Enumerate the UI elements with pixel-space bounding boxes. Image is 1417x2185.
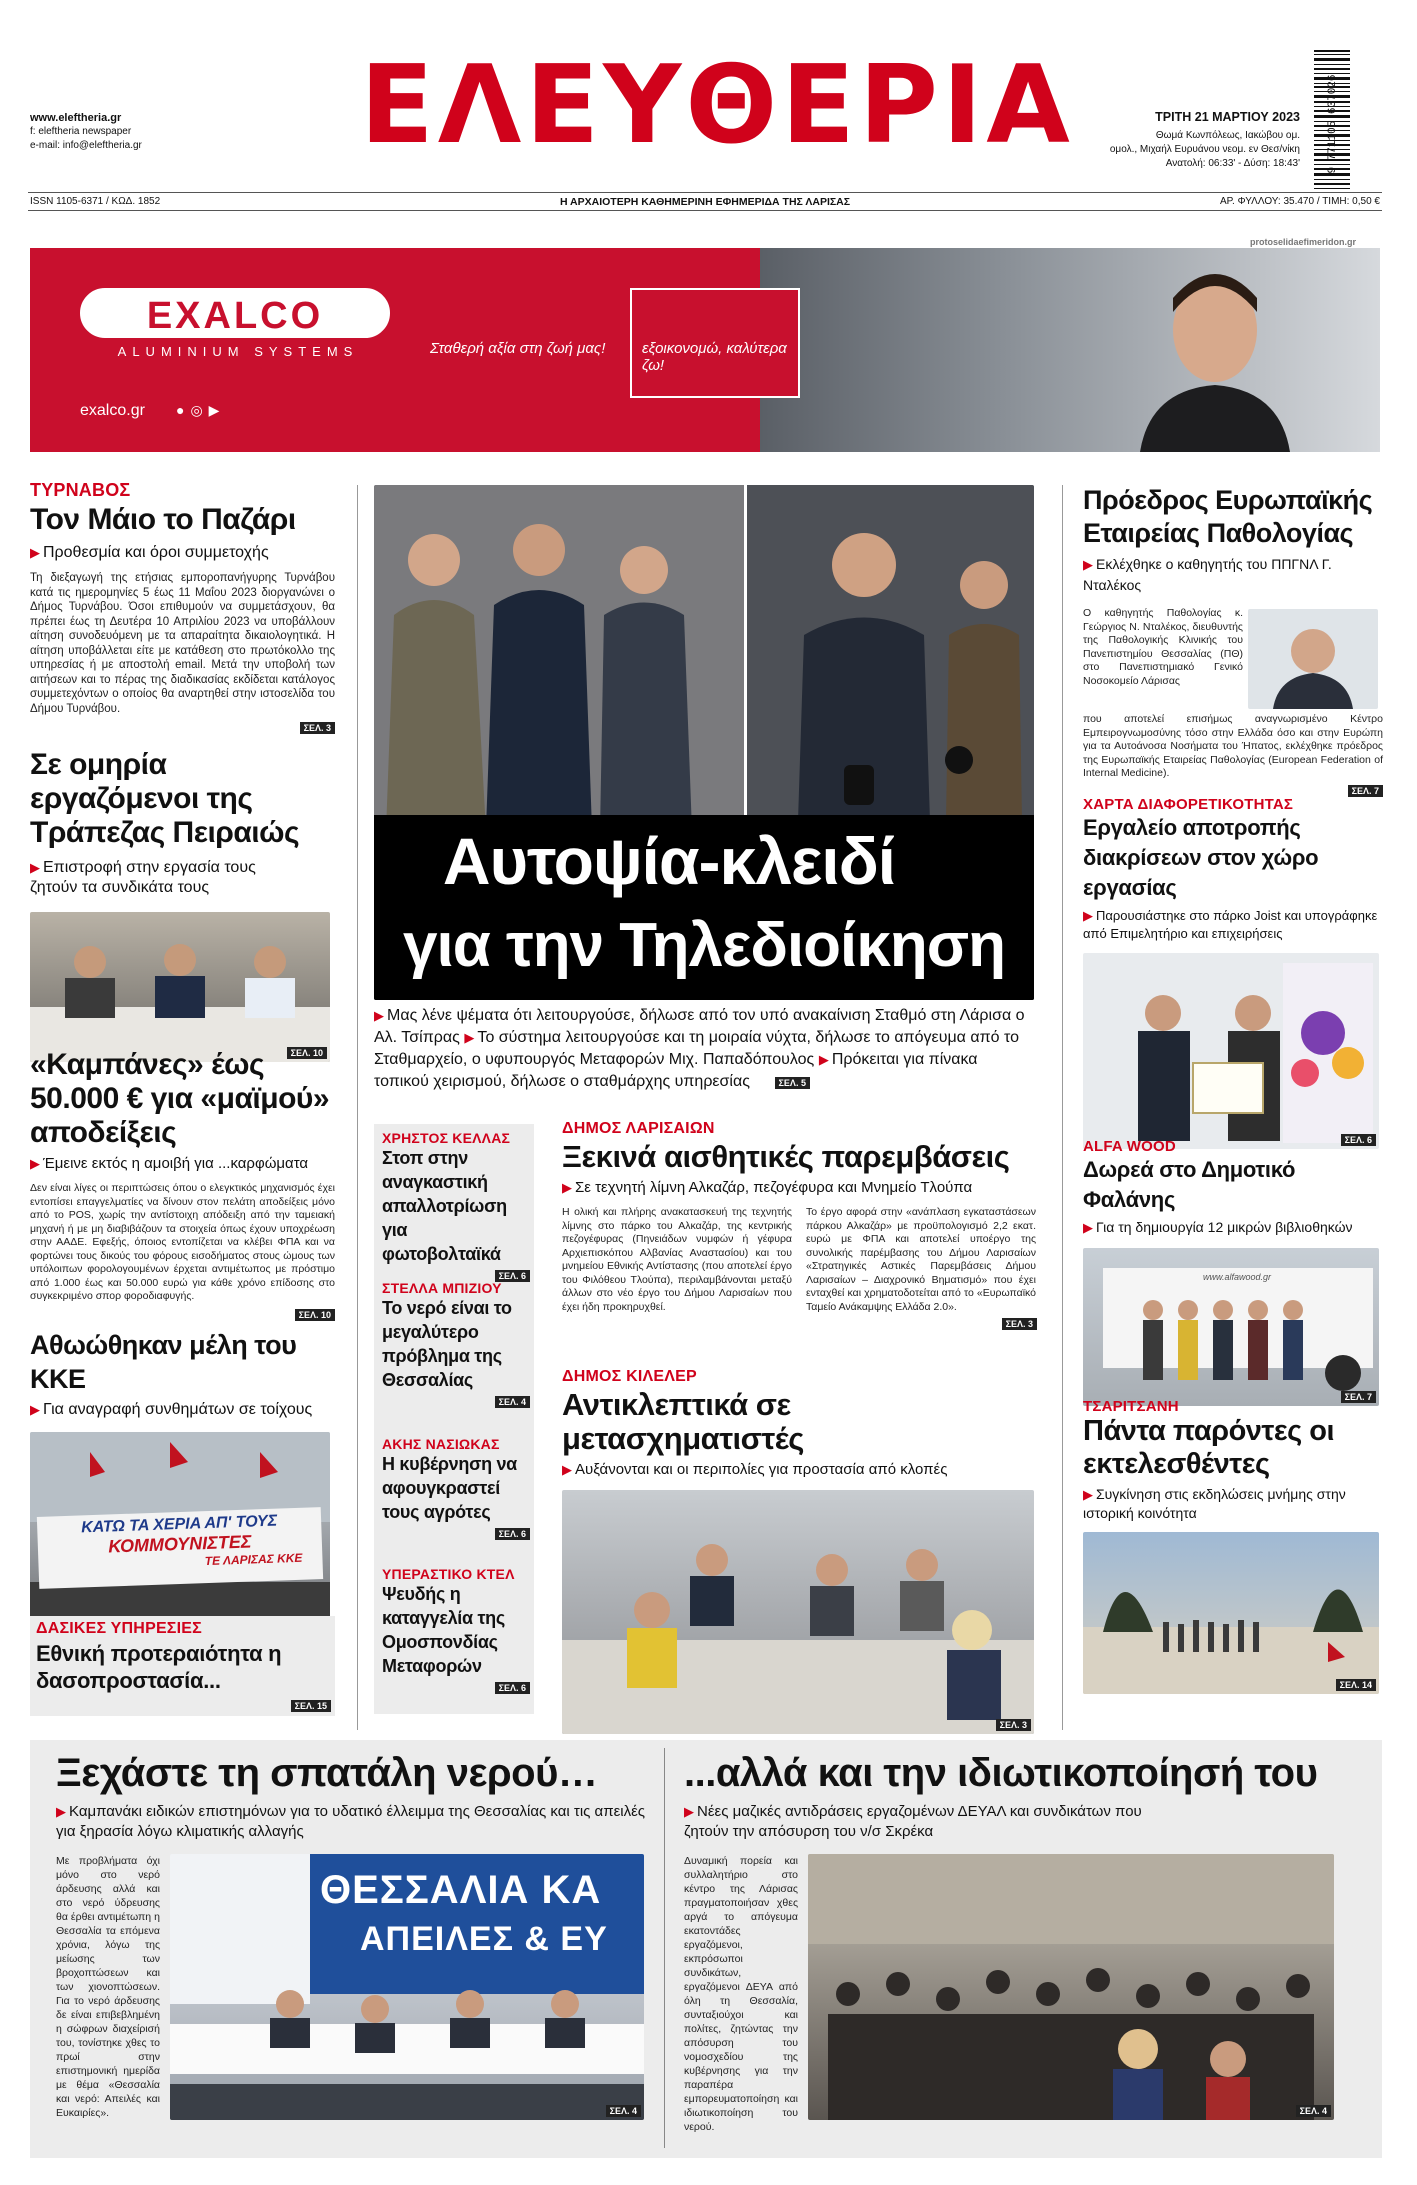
tagline: Η ΑΡΧΑΙΟΤΕΡΗ ΚΑΘΗΜΕΡΙΝΗ ΕΦΗΜΕΡΙΔΑ ΤΗΣ ΛΑΡΙΣΑΣ [559, 196, 851, 208]
website-link[interactable]: www.eleftheria.gr [30, 112, 122, 124]
article-photo [808, 1854, 1334, 2120]
article-title[interactable]: Δωρεά στο Δημοτικό Φαλάνης [1083, 1157, 1296, 1212]
article-piraeus-bank[interactable] [30, 748, 335, 1062]
article-fines[interactable] [30, 1048, 335, 1323]
brief-title[interactable]: Στοπ στην αναγκαστική απαλλοτρίωση για φωτοβολταϊκά [382, 1148, 507, 1264]
article-water-privatization[interactable] [684, 1748, 1364, 2134]
article-title[interactable]: Σε ομηρία εργαζόμενοι της Τράπεζας Πειραιώς [30, 748, 300, 849]
issn: ISSN 1105-6371 / ΚΩΔ. 1852 [30, 196, 161, 207]
article-kileler[interactable] [562, 1368, 1037, 1734]
page-ref[interactable]: ΣΕΛ. 10 [287, 1047, 327, 1059]
article-photo [1083, 953, 1379, 1149]
newspaper-title: ΕΛΕΥΘΕΡΙΑ [360, 43, 1074, 168]
article-subtitle: ▶ Νέες μαζικές αντιδράσεις εργαζομένων ΔΕΥΑΛ και συνδικάτων που ζητούν την απόσυρση του ν/σ Σκρέκα [684, 1802, 1184, 1842]
ad-brand: EXALCO [146, 295, 324, 337]
meeting-illustration [562, 1490, 1034, 1734]
article-kicker: ΔΗΜΟΣ ΛΑΡΙΣΑΙΩΝ [562, 1120, 715, 1137]
article-kicker: ALFA WOOD [1083, 1138, 1176, 1155]
brief-kicker: ΥΠΕΡΑΣΤΙΚΟ ΚΤΕΛ [382, 1566, 515, 1582]
banner-line-3: ΤΕ ΛΑΡΙΣΑΣ ΚΚΕ [204, 1550, 303, 1569]
article-kicker: ΔΑΣΙΚΕΣ ΥΠΗΡΕΣΙΕΣ [36, 1620, 202, 1637]
masthead-rule-bottom [28, 210, 1382, 211]
article-body-wrap: Ο καθηγητής Παθολογίας κ. Γεώργιος Ν. Νταλέκος, διευθυντής της Παθολογικής Κλινικής του Πανεπιστημίου Θεσσαλίας (ΠΘ) στο Πανεπιστημιακό Γενικό Νοσοκομείο Λάρισας [1083, 607, 1243, 687]
article-subtitle: ▶ Για αναγραφή συνθημάτων σε τοίχους [30, 1400, 335, 1420]
article-body: που αποτελεί επισήμως αναγνωρισμένο Κέντρο Εμπειρογνωμοσύνης τόσο στην Ελλάδα όσο και στην Ευρώπη για τα Αυτοάνοσα Νοσήματα του Ήπατος, εκλέχθηκε πρόεδρος της Ευρωπαϊκής Εταιρείας Παθολογίας (European Federation of Internal Medicine). [1083, 713, 1383, 779]
source-credit: protoselidaefimeridon.gr [1250, 237, 1357, 247]
page-ref[interactable]: ΣΕΛ. 7 [1341, 1391, 1376, 1403]
conference-banner-2: ΑΠΕΙΛΕΣ & ΕΥ [360, 1920, 608, 1958]
article-photo [562, 1490, 1034, 1734]
article-subtitle: ▶ Προθεσμία και όροι συμμετοχής [30, 543, 335, 563]
article-body-col-2: Το έργο αφορά στην «ανάπλαση εγκαταστάσεων πάρκου Αλκαζάρ» με προϋπολογισμό 2,2 εκατ. ευρώ με ΦΠΑ και αποτελεί υποέργο της συνολικής παρέμβασης του Δήμου Λαρισαίων «Στρατηγικές Αστικές Παρεμβάσεις Δήμου Λαρισαίων – Διαχρονικό Βηματισμό» που έχει ενταχθεί και χρηματοδοτείται από το «Ευρωπαϊκό Ταμείο Ανάκαμψης Ελλάδα 2.0». [806, 1206, 1036, 1313]
masthead-rule-top [28, 192, 1382, 193]
page-ref[interactable]: ΣΕΛ. 4 [495, 1396, 530, 1408]
article-title[interactable]: Εθνική προτεραιότητα η δασοπροστασία... [36, 1641, 282, 1693]
article-subtitle: ▶ Έμεινε εκτός η αμοιβή για ...καρφώματα [30, 1154, 335, 1174]
article-subtitle: ▶ Σε τεχνητή λίμνη Αλκαζάρ, πεζογέφυρα και Μνημείο Τλούπα [562, 1178, 1037, 1198]
article-photo [1083, 1532, 1379, 1694]
truck-lettering: www.alfawood.gr [1203, 1272, 1272, 1282]
article-title[interactable]: Πρόεδρος Ευρωπαϊκής Εταιρείας Παθολογίας [1083, 485, 1373, 548]
barcode-number: 9 771105 637026 [1327, 74, 1339, 174]
memorial-illustration [1083, 1532, 1379, 1694]
bottom-divider [664, 1748, 665, 2148]
page-ref[interactable]: ΣΕΛ. 15 [291, 1700, 331, 1712]
article-title[interactable]: Αθωώθηκαν μέλη του ΚΚΕ [30, 1330, 297, 1394]
article-subtitle: ▶ Αυξάνονται και οι περιπολίες για προστασία από κλοπές [562, 1460, 1037, 1480]
article-title[interactable]: Πάντα παρόντες οι εκτελεσθέντες [1083, 1415, 1335, 1480]
briefs-column [374, 1124, 534, 1714]
brief-kicker: ΣΤΕΛΛΑ ΜΠΙΖΙΟΥ [382, 1280, 502, 1296]
lead-headline-line-1[interactable]: Αυτοψία-κλειδί [442, 824, 896, 898]
brief-kicker: ΑΚΗΣ ΝΑΣΙΩΚΑΣ [382, 1436, 500, 1452]
article-title[interactable]: Αντικλεπτικά σε μετασχηματιστές [562, 1387, 804, 1456]
lead-headline-line-2[interactable]: για την Τηλεδιοίκηση [403, 911, 1005, 980]
page-ref[interactable]: ΣΕΛ. 6 [495, 1528, 530, 1540]
article-larisa[interactable] [562, 1120, 1037, 1332]
article-kicker: ΔΗΜΟΣ ΚΙΛΕΛΕΡ [562, 1368, 697, 1385]
masthead [0, 0, 1417, 247]
article-photo [30, 1432, 330, 1632]
ad-model-illustration [1130, 260, 1300, 452]
ad-slogan-2: εξοικονομώ, καλύτερα ζω! [642, 340, 787, 374]
article-photo [30, 912, 330, 1062]
page-ref[interactable]: ΣΕΛ. 14 [1336, 1679, 1376, 1691]
march-illustration [808, 1854, 1334, 2120]
article-alfawood[interactable] [1083, 1138, 1383, 1406]
portrait-illustration [1248, 609, 1378, 709]
brief-bizioy[interactable] [382, 1280, 530, 1410]
brief-title[interactable]: Η κυβέρνηση να αφουγκραστεί τους αγρότες [382, 1454, 517, 1522]
article-title[interactable]: Εργαλείο αποτροπής διακρίσεων στον χώρο εργασίας [1083, 815, 1319, 900]
page-ref[interactable]: ΣΕΛ. 6 [1341, 1134, 1376, 1146]
ad-brand-sub: ALUMINIUM SYSTEMS [117, 344, 359, 359]
page-ref[interactable]: ΣΕΛ. 10 [295, 1309, 335, 1321]
article-body: Με προβλήματα όχι μόνο στο νερό άρδευσης αλλά και στο νερό ύδρευσης θα έρθει αντιμέτωπη η Θεσσαλία τα επόμενα χρόνια, λόγω της μείωσης των βροχοπτώσεων και των χιονοπτώσεων. Για το νερό άρδευσης δε είναι επιβεβλημένη η σώφρων διαχείρισή του, τονίστηκε χθες το πρωί στην επιστημονική ημερίδα με θέμα «Θεσσαλία και νερό: Απειλές και Ευκαιρίες». [56, 1855, 160, 2119]
brief-nasiokas[interactable] [382, 1436, 530, 1542]
banner-line-2: ΚΟΜΜΟΥΝΙΣΤΕΣ [107, 1531, 252, 1557]
article-photo [1083, 1248, 1379, 1406]
brief-kellas[interactable] [382, 1130, 530, 1284]
sun-times: Ανατολή: 06:33' - Δύση: 18:43' [1165, 158, 1300, 169]
press-conference-illustration [30, 912, 330, 1062]
article-photo [1248, 609, 1378, 709]
article-photo [170, 1854, 644, 2120]
diversity-signing-illustration [1083, 953, 1379, 1149]
article-forestry[interactable] [30, 1616, 335, 1716]
page-ref[interactable]: ΣΕΛ. 4 [606, 2105, 641, 2117]
article-title[interactable]: ...αλλά και την ιδιωτικοποίησή του [684, 1751, 1318, 1795]
ad-logo [80, 288, 390, 338]
article-title[interactable]: Ξεχάστε τη σπατάλη νερού… [56, 1751, 598, 1795]
article-title[interactable]: Ξεκινά αισθητικές παρεμβάσεις [562, 1139, 1010, 1174]
page-ref[interactable]: ΣΕΛ. 3 [996, 1719, 1031, 1731]
article-subtitle: ▶ Επιστροφή στην εργασία τους ζητούν τα συνδικάτα τους [30, 858, 280, 898]
article-tyrnavos[interactable] [30, 480, 335, 736]
page-ref[interactable]: ΣΕΛ. 3 [1002, 1318, 1037, 1330]
lead-sub-2: ▶ Το σύστημα λειτουργούσε και τη μοιραία νύχτα, δήλωσε το απόγευμα από το Σταθμαρχείο, ο υφυπουργός Μεταφορών Μιχ. Παπαδόπουλος [374, 1029, 1019, 1068]
article-subtitle: ▶ Παρουσιάστηκε στο πάρκο Joist και υπογράφηκε από Επιμελητήριο και επιχειρήσεις [1083, 907, 1383, 943]
protest-banner [37, 1507, 323, 1589]
lead-sub-1: ▶ Μας λένε ψέματα ότι λειτουργούσε, δήλωσε από τον υπό ανακαίνιση Σταθμό στη Λάρισα ο Αλ. Τσίπρας [374, 1007, 1025, 1046]
page-ref[interactable]: ΣΕΛ. 7 [1348, 785, 1383, 797]
lead-subheads [374, 1004, 1034, 1094]
saints-line-2: ομολ., Μιχαήλ Ευρυάνου νεομ. εν Θεσ/νίκη [1109, 144, 1300, 155]
lead-story[interactable] [374, 485, 1034, 1094]
page-ref[interactable]: ΣΕΛ. 6 [495, 1682, 530, 1694]
brief-title[interactable]: Το νερό είναι το μεγαλύτερο πρόβλημα της Θεσσαλίας [382, 1298, 512, 1390]
article-subtitle: ▶ Συγκίνηση στις εκδηλώσεις μνήμης στην ιστορική κοινότητα [1083, 1485, 1383, 1522]
article-diversity[interactable] [1083, 796, 1383, 1149]
article-kicker: ΤΥΡΝΑΒΟΣ [30, 480, 131, 500]
brief-kicker: ΧΡΗΣΤΟΣ ΚΕΛΛΑΣ [382, 1130, 511, 1146]
page-ref[interactable]: ΣΕΛ. 5 [775, 1077, 810, 1089]
banner-line-1: ΚΑΤΩ ΤΑ ΧΕΡΙΑ ΑΠ' ΤΟΥΣ [80, 1512, 278, 1537]
article-subtitle: ▶ Για τη δημιουργία 12 μικρών βιβλιοθηκών [1083, 1217, 1383, 1238]
divider-left [357, 485, 358, 1730]
article-body: Δυναμική πορεία και συλλαλητήριο στο κέντρο της Λάρισας πραγματοποιήσαν χθες αργά το απόγευμα εκατοντάδες εργαζόμενοι, εκπρόσωποι συνδικάτων, εργαζόμενοι ΔΕΥΑ από όλη τη Θεσσαλία, συνταξιούχοι και πολίτες, ζητώντας την απόσυρση του νομοσχεδίου της κυβέρνησης για την παραπέρα εμπορευματοποίηση και ιδιωτικοποίηση του νερού. [684, 1855, 798, 2133]
article-title[interactable]: «Καμπάνες» έως 50.000 € για «μαϊμού» αποδείξεις [30, 1048, 330, 1149]
barcode-graphic [1310, 40, 1380, 210]
barcode [1310, 40, 1380, 210]
exalco-ad[interactable] [30, 248, 1380, 452]
article-water-waste[interactable] [56, 1748, 646, 2120]
article-kicker: ΤΣΑΡΙΤΣΑΝΗ [1083, 1398, 1179, 1415]
article-body: Τη διεξαγωγή της ετήσιας εμποροπανήγυρης Τυρνάβου κατά τις ημερομηνίες 5 έως 11 Μαΐου 2023 διοργανώνει ο Δήμος Τυρνάβου. Όσοι επιθυμούν να συμμετάσχουν, θα πρέπει έως τη Δευτέρα 10 Απριλίου 2023 να υποβάλλουν αίτηση συνοδευόμενη με τα απαραίτητα δικαιολογητικά. Η αίτηση υποβάλλεται είτε με κατάθεση στο πρωτόκολλο της υπηρεσίας ή με αποστολή email. Μετά την υποβολή των αιτήσεων και το πέρας της διαδικασίας εκδίδεται κατάλογος συμμετεχόντων ο οποίος θα αναρτηθεί στην ιστοσελίδα του Δήμου Τυρνάβου. [30, 572, 335, 715]
article-kicker: ΧΑΡΤΑ ΔΙΑΦΟΡΕΤΙΚΟΤΗΤΑΣ [1083, 796, 1294, 813]
ad-url[interactable]: exalco.gr [80, 402, 145, 419]
article-pathology[interactable] [1083, 484, 1383, 799]
page-ref[interactable]: ΣΕΛ. 3 [300, 722, 335, 734]
article-kke[interactable] [30, 1328, 335, 1632]
saints-line-1: Θωμά Κωνπόλεως, Ιακώβου ομ. [1155, 130, 1300, 141]
brief-ktel[interactable] [382, 1566, 530, 1696]
ad-social-icons[interactable]: ●◎▶ [176, 402, 226, 418]
ad-model-photo [1130, 260, 1300, 452]
email-link[interactable]: e-mail: info@eleftheria.gr [30, 140, 142, 151]
lead-photo [374, 485, 1034, 1000]
conference-banner-1: ΘΕΣΣΑΛΙΑ ΚΑ [320, 1868, 602, 1912]
article-tsaritsani[interactable] [1083, 1398, 1383, 1694]
page-ref[interactable]: ΣΕΛ. 4 [1296, 2105, 1331, 2117]
page-ref[interactable]: ΣΕΛ. 6 [495, 1270, 530, 1282]
issue-date: ΤΡΙΤΗ 21 ΜΑΡΤΙΟΥ 2023 [1155, 110, 1300, 124]
article-body-col-1: Η ολική και πλήρης ανακατασκευή της τεχνητής λίμνης στο πάρκο του Αλκαζάρ, της κεντρικής πεζογέφυρας (Πηνειάδων νυμφών ή γέφυρα Αρχιεπισκόπου Αλβανίας Αναστασίου) και του μνημείου Εθνικής Αντίστασης (που αποτελεί έργο του Φιλόθεου Τλούπα), περιλαμβάνονται μεταξύ άλλων στο νέο έργο του Δήμου Λαρισαίων που έχει ήδη προκηρυχθεί. [562, 1206, 792, 1313]
lead-sub-3: ▶ Πρόκειται για πίνακα τοπικού χειρισμού, δήλωσε ο σταθμάρχης υπηρεσίας [374, 1051, 978, 1090]
article-title[interactable]: Τον Μάιο το Παζάρι [30, 503, 296, 536]
divider-right [1062, 485, 1063, 1730]
ad-slogan-1: Σταθερή αξία στη ζωή μας! [430, 340, 606, 357]
article-subtitle: ▶ Καμπανάκι ειδικών επιστημόνων για το υδατικό έλλειμμα της Θεσσαλίας και τις απειλές για ξηρασία λόγω κλιματικής αλλαγής [56, 1802, 646, 1842]
facebook-link[interactable]: f: eleftheria newspaper [30, 126, 132, 137]
brief-title[interactable]: Ψευδής η καταγγελία της Ομοσπονδίας Μεταφορών [382, 1584, 505, 1676]
article-body: Δεν είναι λίγες οι περιπτώσεις όπου ο ελεγκτικός μηχανισμός έχει εντοπίσει επαγγελματίες να δίνουν στον πελάτη αποδείξεις μόνο από το POS, χωρίς την αντίστοιχη απόδειξη από την ταμειακή μηχανή ή με μη διαβιβάζουν τα στοιχεία όπως έχουν υποχρέωση στην ΑΑΔΕ. Εφεξής, όποιος εντοπίζεται να κλέβει ΦΠΑ και να φορτώνει τους δικούς του φόρους εισοδήματος στους ώμους των υπόλοιπων φορολογουμένων έρχεται αντιμέτωπος με πρόστιμο από 1.000 έως και 50.000 ευρώ για κάθε χρόνο επίδοσης στο συγκεκριμένο σπορ φοροδιαφυγής. [30, 1182, 335, 1302]
issue-number-price: ΑΡ. ΦΥΛΛΟΥ: 35.470 / ΤΙΜΗ: 0,50 € [1219, 196, 1380, 207]
article-subtitle: ▶ Εκλέχθηκε ο καθηγητής του ΠΠΓΝΛ Γ. Νταλέκος [1083, 554, 1383, 595]
article-body-columns [562, 1206, 1037, 1314]
